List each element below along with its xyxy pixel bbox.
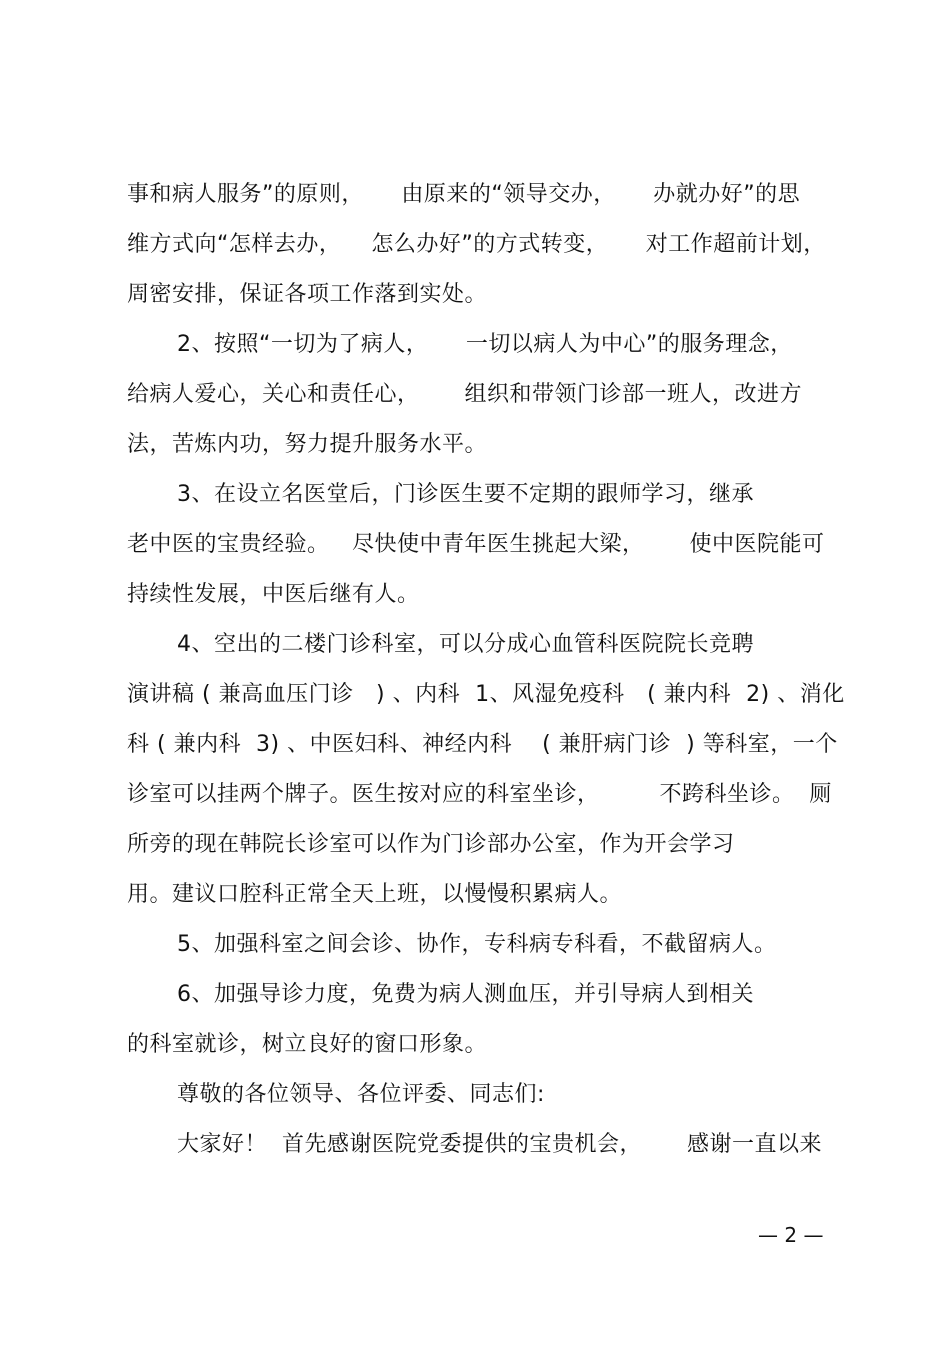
text-line-3: 周密安排，保证各项工作落到实处。 [127,282,488,307]
text-line-11: 演讲稿 ( 兼高血压门诊 ) 、内科 1、风湿免疫科 ( 兼内科 2) 、消化 [127,682,845,707]
text-line-17: 6、加强导诊力度，免费为病人测血压，并引导病人到相关 [177,982,754,1007]
text-line-19: 尊敬的各位领导、各位评委、同志们: [177,1082,545,1107]
text-line-2: 维方式向“怎样去办， 怎么办好”的方式转变， 对工作超前计划， [127,232,826,257]
text-line-10: 4、空出的二楼门诊科室，可以分成心血管科医院院长竞聘 [177,632,754,657]
text-line-7: 3、在设立名医堂后，门诊医生要不定期的跟师学习，继承 [177,482,754,507]
text-line-1: 事和病人服务”的原则， 由原来的“领导交办， 办就办好”的思 [127,182,801,207]
text-line-16: 5、加强科室之间会诊、协作，专科病专科看，不截留病人。 [177,932,777,957]
text-line-6: 法，苦炼内功，努力提升服务水平。 [127,432,488,457]
text-line-13: 诊室可以挂两个牌子。医生按对应的科室坐诊， 不跨科坐诊。 厕 [127,782,832,807]
text-line-15: 用。建议口腔科正常全天上班，以慢慢积累病人。 [127,882,623,907]
text-line-8: 老中医的宝贵经验。 尽快使中青年医生挑起大梁， 使中医院能可 [127,532,825,557]
text-line-12: 科 ( 兼内科 3) 、中医妇科、神经内科 ( 兼肝病门诊 ) 等科室，一个 [127,732,838,757]
text-line-9: 持续性发展，中医后继有人。 [127,582,420,607]
page-number: — 2 — [758,1223,824,1247]
text-line-5: 给病人爱心，关心和责任心， 组织和带领门诊部一班人，改进方 [127,382,802,407]
text-line-14: 所旁的现在韩院长诊室可以作为门诊部办公室，作为开会学习 [127,832,735,857]
text-line-18: 的科室就诊，树立良好的窗口形象。 [127,1032,488,1057]
text-line-20: 大家好！ 首先感谢医院党委提供的宝贵机会， 感谢一直以来 [177,1132,822,1157]
text-line-4: 2、按照“一切为了病人， 一切以病人为中心”的服务理念， [177,332,793,357]
